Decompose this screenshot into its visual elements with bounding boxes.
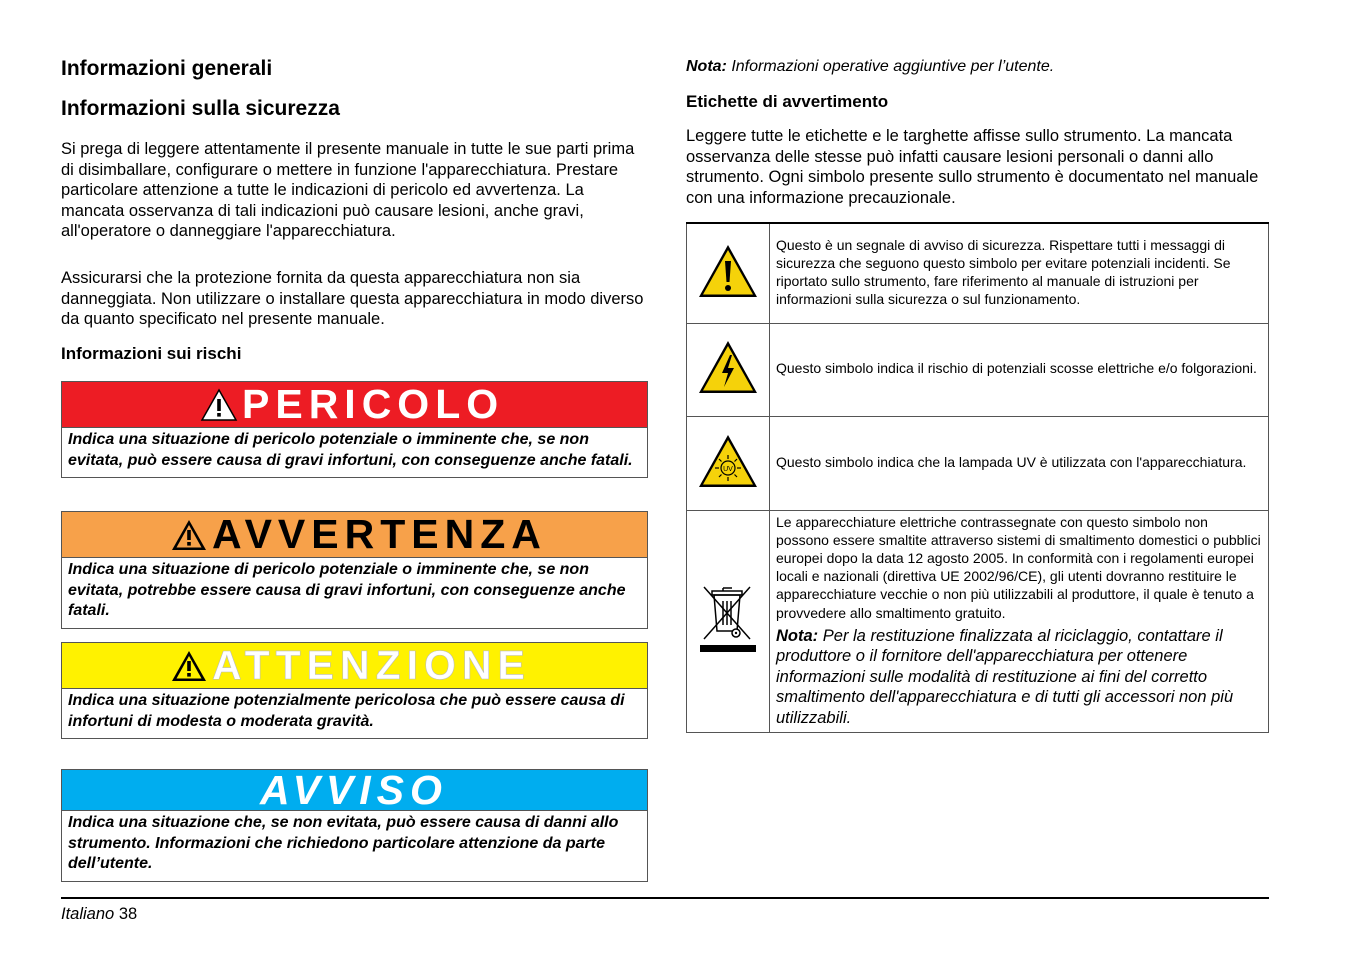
weee-note xyxy=(776,626,1262,729)
symbol-row-uv-lamp xyxy=(687,416,1269,510)
hazard-text-notice: Indica una situazione che, se non evitata, può essere causa di danni allo strumento. Informazioni che richiedono particolare attenzione da parte dell’utente. xyxy=(68,814,619,872)
heading-safety-info: Informazioni sulla sicurezza xyxy=(61,97,340,120)
hazard-band-caution xyxy=(62,643,647,689)
weee-note-label: Nota: xyxy=(776,626,819,645)
heading-risk-info: Informazioni sui rischi xyxy=(61,344,242,363)
note-text: Informazioni operative aggiuntive per l’utente. xyxy=(726,58,1055,75)
hazard-box-notice xyxy=(61,769,648,882)
heading-warning-labels: Etichette di avvertimento xyxy=(686,92,889,111)
symbol-text-weee xyxy=(770,510,1269,733)
hazard-band-notice xyxy=(62,767,647,813)
hazard-word-warning: AVVERTENZA xyxy=(212,511,547,557)
warning-triangle-icon xyxy=(200,388,238,422)
hazard-word-caution: ATTENZIONE xyxy=(212,642,531,688)
uv-lamp-icon xyxy=(697,433,759,489)
symbol-row-safety-alert xyxy=(687,223,1269,323)
footer-language: Italiano xyxy=(61,905,115,923)
hazard-box-caution xyxy=(61,642,648,739)
symbol-row-electric-shock xyxy=(687,323,1269,416)
hazard-word-danger: PERICOLO xyxy=(242,381,505,427)
hazard-word-notice: AVVISO xyxy=(260,767,448,813)
symbol-text: Questo simbolo indica il rischio di potenziali scosse elettriche e/o folgorazioni. xyxy=(770,323,1269,416)
hazard-text-danger: Indica una situazione di pericolo potenziale o imminente che, se non evitata, può essere causa di gravi infortuni, con conseguenze anche fatali. xyxy=(68,431,633,469)
weee-note-text: Per la restituzione finalizzata al riciclaggio, contattare il produttore o il fornitore dell'apparecchiatura per ottenere informazioni sulle modalità di restituzione ai fini del corretto smaltimento dell'apparecchiatura e di tutti gli accessori non più utilizzabili. xyxy=(776,626,1234,727)
safety-paragraph-1: Si prega di leggere attentamente il presente manuale in tutte le sue parti prima di disimballare, configurare o mettere in funzione l'apparecchiatura. Prestare particolare attenzione a tutte le indicazioni di pericolo ed avvertenza. La mancata osservanza di tali indicazioni può causare lesioni, anche gravi, all'operatore o danneggiare l'apparecchiatura. xyxy=(61,140,635,240)
symbol-icon-cell xyxy=(687,223,770,323)
symbol-icon-cell xyxy=(687,510,770,733)
labels-paragraph: Leggere tutte le etichette e le targhette affisse sullo strumento. La mancata osservanza delle stesse può infatti causare lesioni personali o danni allo strumento. Ogni simbolo presente sullo strumento è documentato nel manuale con una informazione precauzionale. xyxy=(686,127,1259,207)
safety-paragraph-2: Assicurarsi che la protezione fornita da questa apparecchiatura non sia danneggiata. Non utilizzare o installare questa apparecchiatura in modo diverso da quanto specificato nel presente manuale. xyxy=(61,269,644,328)
hazard-band-warning xyxy=(62,512,647,558)
warning-triangle-icon xyxy=(170,518,208,552)
page-number: 38 xyxy=(118,905,138,923)
hazard-box-danger xyxy=(61,381,648,478)
note-user-info xyxy=(686,58,1054,76)
symbol-row-weee xyxy=(687,510,1269,733)
symbol-text: Questo simbolo indica che la lampada UV è utilizzata con l'apparecchiatura. xyxy=(770,416,1269,510)
warning-triangle-icon xyxy=(170,649,208,683)
symbol-text: Le apparecchiature elettriche contrassegnate con questo simbolo non possono essere smaltite attraverso sistemi di smaltimento domestici o pubblici europei dopo la data 12 agosto 2005. In conformità con i regolamenti europei locali e nazionali (direttiva UE 2002/96/CE), gli utenti dovranno restituire le apparecchiature vecchie o non più utilizzabili al produttore, il quale è tenuto a provvedere allo smaltimento gratuito. xyxy=(776,513,1261,621)
symbols-table xyxy=(686,222,1269,733)
electric-shock-icon xyxy=(697,339,759,395)
uv-label: UV xyxy=(723,465,733,473)
symbol-text: Questo è un segnale di avviso di sicurezza. Rispettare tutti i messaggi di sicurezza che seguono questo simbolo per evitare potenziali incidenti. Se riportato sullo strumento, fare riferimento al manuale di istruzioni per informazioni sulla sicurezza o sul funzionamento. xyxy=(770,223,1269,323)
symbol-icon-cell xyxy=(687,323,770,416)
weee-bin-icon xyxy=(696,581,760,657)
footer-divider xyxy=(61,897,1269,899)
hazard-band-danger xyxy=(62,382,647,428)
hazard-text-warning: Indica una situazione di pericolo potenziale o imminente che, se non evitata, potrebbe essere causa di gravi infortuni, con conseguenze anche fatali. xyxy=(68,561,626,619)
hazard-box-warning xyxy=(61,511,648,629)
warning-triangle-icon xyxy=(697,243,759,299)
note-label: Nota: xyxy=(686,58,727,75)
heading-general-info: Informazioni generali xyxy=(61,57,273,80)
page-footer xyxy=(61,905,137,924)
hazard-text-caution: Indica una situazione potenzialmente pericolosa che può essere causa di infortuni di modesta o moderata gravità. xyxy=(68,692,625,730)
symbol-icon-cell xyxy=(687,416,770,510)
